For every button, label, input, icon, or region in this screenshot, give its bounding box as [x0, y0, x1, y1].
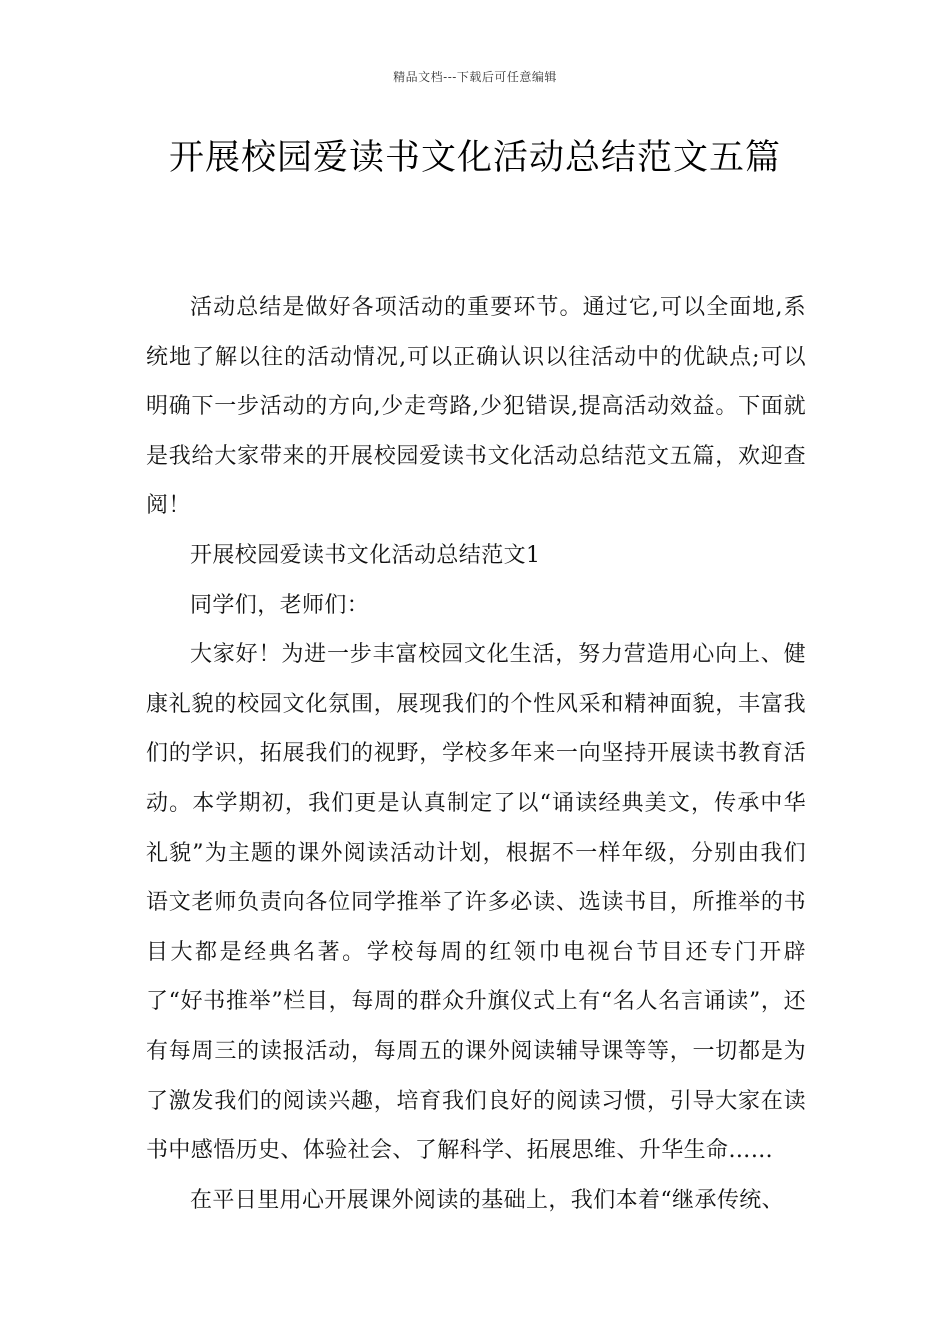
header-note: 精品文档---下载后可任意编辑 [393, 70, 557, 84]
salutation: 同学们，老师们： [190, 592, 370, 618]
intro-paragraph: 活动总结是做好各项活动的重要环节。通过它,可以全面地,系统地了解以往的活动情况,可以正确认识以往活动中的优缺点;可以明确下一步活动的方向,少走弯路,少犯错误,提高活动效益。下面就是我给大家带来的开展校园爱读书文化活动总结范文五篇，欢迎查阅！ [146, 295, 806, 519]
document-body [146, 283, 806, 1225]
section-heading: 开展校园爱读书文化活动总结范文1 [190, 542, 541, 568]
body-paragraph: 在平日里用心开展课外阅读的基础上，我们本着“继承传统、 [190, 1187, 785, 1213]
document-title: 开展校园爱读书文化活动总结范文五篇 [168, 138, 781, 178]
body-paragraph: 大家好！为进一步丰富校园文化生活，努力营造用心向上、健康礼貌的校园文化氛围，展现我们的个性风采和精神面貌，丰富我们的学识，拓展我们的视野，学校多年来一向坚持开展读书教育活动。本学期初，我们更是认真制定了以“诵读经典美文，传承中华礼貌”为主题的课外阅读活动计划，根据不一样年级，分别由我们语文老师负责向各位同学推举了许多必读、选读书目，所推举的书目大都是经典名著。学校每周的红领巾电视台节目还专门开辟了“好书推举”栏目，每周的群众升旗仪式上有“名人名言诵读”，还有每周三的读报活动，每周五的课外阅读辅导课等等，一切都是为了激发我们的阅读兴趣，培育我们良好的阅读习惯，引导大家在读书中感悟历史、体验社会、了解科学、拓展思维、升华生命…… [146, 642, 806, 1164]
